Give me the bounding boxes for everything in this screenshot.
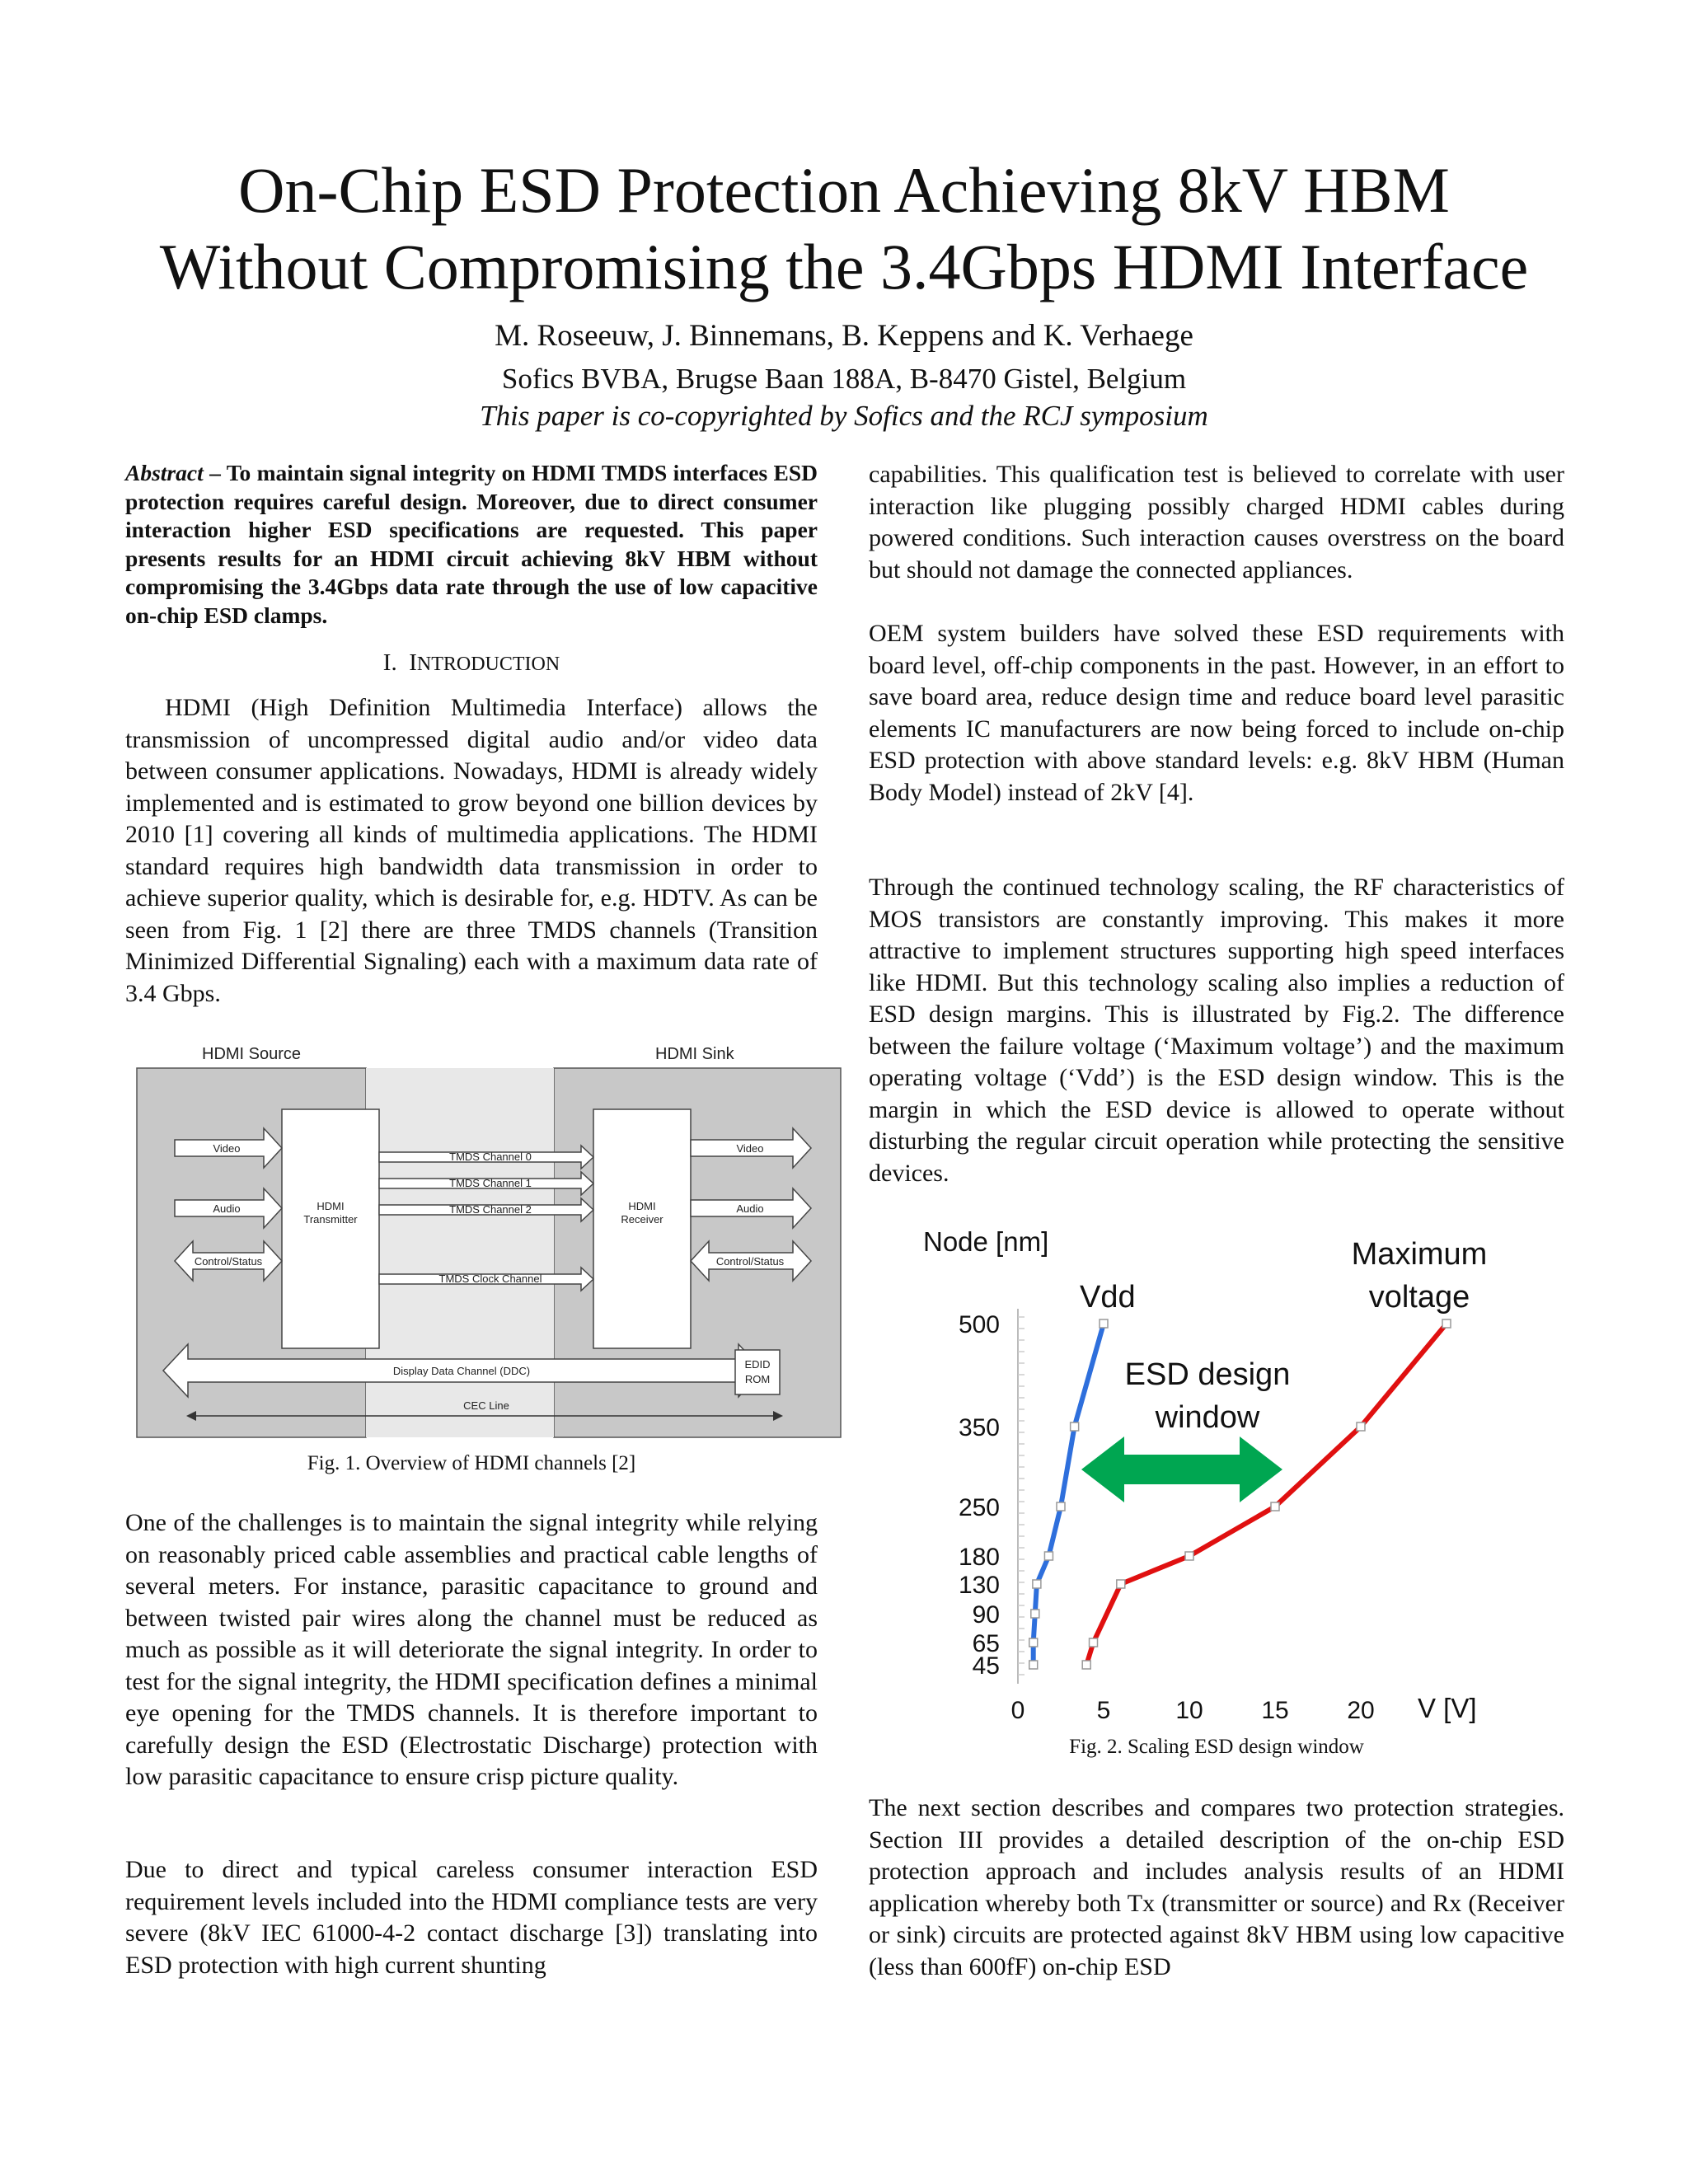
abstract	[125, 459, 818, 630]
abstract-label: Abstract	[125, 460, 204, 485]
right-paragraph-2	[869, 618, 1564, 808]
y-tick-label: 250	[958, 1494, 1000, 1521]
figure-2-chart	[898, 1226, 1525, 1733]
receiver-label-1: HDMI	[628, 1200, 656, 1212]
x-tick-label: 15	[1261, 1697, 1289, 1724]
right-paragraph-4	[869, 1793, 1564, 1983]
data-point	[1031, 1610, 1039, 1618]
max-voltage-label-2: voltage	[1368, 1280, 1470, 1315]
section-initial: I	[409, 649, 417, 676]
video-in-label: Video	[213, 1142, 241, 1155]
right-paragraph-1	[869, 459, 1564, 586]
data-point	[1082, 1661, 1090, 1669]
section-number: I.	[382, 649, 397, 676]
x-tick-label: 20	[1347, 1697, 1375, 1724]
y-tick-label: 45	[972, 1652, 1000, 1680]
y-tick-label: 90	[972, 1601, 1000, 1629]
tmds-channel-2-label: TMDS Channel 2	[449, 1203, 532, 1216]
data-point	[1090, 1638, 1098, 1647]
y-tick-label: 350	[958, 1414, 1000, 1441]
y-axis-title: Node [nm]	[923, 1226, 1049, 1257]
series-line-vdd	[1034, 1324, 1104, 1665]
ddc-label: Display Data Channel (DDC)	[392, 1365, 531, 1377]
video-out-label: Video	[736, 1142, 764, 1155]
transmitter-block	[282, 1109, 379, 1348]
right-text-3: Through the continued technology scaling, the RF characteristics of MOS transistors are constantly improving. This makes it more attractive to implement structures supporting high speed interfaces like HDMI. But this technology scaling also implies a reduction of ESD design margins. This is illustrated by Fig.2. The difference between the failure voltage (‘Maximum voltage’) and the maximum operating voltage (‘Vdd’) is the ESD design window. This is the margin in which the ESD device is allowed to operate without disturbing the regular circuit operation while protecting the sensitive devices.	[869, 874, 1564, 1187]
authors: M. Roseeuw, J. Binnemans, B. Keppens and K. Verhaege	[495, 319, 1193, 353]
data-point	[1357, 1422, 1365, 1431]
y-tick-label: 65	[972, 1630, 1000, 1657]
data-point	[1057, 1502, 1065, 1511]
transmitter-label-2: Transmitter	[303, 1213, 358, 1226]
max-voltage-label-1: Maximum	[1351, 1237, 1488, 1272]
challenge-paragraph	[125, 1507, 818, 1793]
abstract-text: – To maintain signal integrity on HDMI TMDS interfaces ESD protection requires careful design. Moreover, due to direct consumer interaction higher ESD specifications are requested. This paper presents results for an HDMI circuit achieving 8kV HBM without compromising the 3.4Gbps data rate through the use of low capacitive on-chip ESD clamps.	[125, 460, 818, 628]
challenge-text: One of the challenges is to maintain the signal integrity while relying on reasonably priced cable assemblies and practical cable lengths of several meters. For instance, parasitic capacitance to ground and between twisted pair wires along the channel must be reduced as much as possible as it will deteriorate the signal integrity. In order to test for the signal integrity, the HDMI specification defines a minimal eye opening for the TMDS channels. It is therefore important to carefully design the ESD (Electrostatic Discharge) protection with low parasitic capacitance to ensure crisp picture quality.	[125, 1509, 818, 1790]
y-tick-label: 180	[958, 1544, 1000, 1571]
data-point	[1071, 1422, 1079, 1431]
paper-title-line1: On-Chip ESD Protection Achieving 8kV HBM	[238, 154, 1450, 226]
direct-paragraph	[125, 1854, 818, 1981]
right-paragraph-3	[869, 872, 1564, 1189]
right-text-1: capabilities. This qualification test is believed to correlate with user interaction like plugging possibly charged HDMI cables during powered conditions. Such interaction causes overstress on the board but should not damage the connected appliances.	[869, 461, 1564, 583]
sink-label: HDMI Sink	[655, 1045, 734, 1063]
source-label: HDMI Source	[202, 1045, 302, 1063]
data-point	[1442, 1319, 1451, 1328]
control-sink-label: Control/Status	[715, 1255, 785, 1268]
data-point	[1033, 1580, 1041, 1588]
section-title-rest: NTRODUCTION	[416, 654, 560, 675]
data-point	[1271, 1502, 1279, 1511]
figure-2-caption: Fig. 2. Scaling ESD design window	[1069, 1736, 1364, 1758]
figure-1-caption: Fig. 1. Overview of HDMI channels [2]	[307, 1452, 636, 1474]
data-point	[1029, 1661, 1038, 1669]
cec-label: CEC Line	[463, 1399, 509, 1412]
x-axis-title: V [V]	[1418, 1693, 1477, 1723]
transmitter-label-1: HDMI	[316, 1200, 345, 1212]
right-text-4: The next section describes and compares two protection strategies. Section III provides a detailed description of the on-chip ESD protection approach and includes analysis results of an HDMI application whereby both Tx (transmitter or source) and Rx (Receiver or sink) circuits are protected against 8kV HBM using low capacitive (less than 600fF) on-chip ESD	[869, 1794, 1564, 1980]
edid-rom-block	[735, 1350, 780, 1394]
figure-1-hdmi-diagram	[124, 1038, 849, 1459]
tmds-channel-0-label: TMDS Channel 0	[449, 1151, 532, 1163]
audio-out-label: Audio	[736, 1202, 764, 1215]
right-text-2: OEM system builders have solved these ESD requirements with board level, off-chip components in the past. However, in an effort to save board area, reduce design time and reduce board level parasitic elements IC manufacturers are now being forced to include on-chip ESD protection with above standard levels: e.g. 8kV HBM (Human Body Model) instead of 2kV [4].	[869, 620, 1564, 806]
vdd-label: Vdd	[1080, 1280, 1136, 1315]
paper-title-line2: Without Compromising the 3.4Gbps HDMI Interface	[159, 231, 1529, 302]
receiver-label-2: Receiver	[621, 1213, 663, 1226]
tmds-channel-1-label: TMDS Channel 1	[449, 1177, 532, 1189]
intro-paragraph	[125, 692, 818, 1010]
y-tick-label: 130	[958, 1572, 1000, 1599]
y-tick-label: 500	[958, 1311, 1000, 1338]
section-heading-introduction	[125, 649, 818, 677]
data-point	[1044, 1552, 1053, 1560]
tmds-clock-label: TMDS Clock Channel	[438, 1272, 542, 1285]
edid-label-1: EDID	[744, 1358, 771, 1371]
x-tick-label: 10	[1175, 1697, 1203, 1724]
data-point	[1117, 1580, 1125, 1588]
data-point	[1100, 1319, 1108, 1328]
audio-in-label: Audio	[213, 1202, 241, 1215]
affiliation: Sofics BVBA, Brugse Baan 188A, B-8470 Gistel, Belgium	[501, 363, 1187, 395]
receiver-block	[593, 1109, 691, 1348]
x-tick-label: 0	[1010, 1697, 1025, 1724]
window-label-1: ESD design	[1124, 1357, 1291, 1392]
edid-label-2: ROM	[744, 1373, 771, 1385]
x-tick-label: 5	[1096, 1697, 1111, 1724]
data-point	[1029, 1638, 1038, 1647]
direct-text: Due to direct and typical careless consumer interaction ESD requirement levels included into the HDMI compliance tests are very severe (8kV IEC 61000-4-2 contact discharge [3]) translating into ESD protection with high current shunting	[125, 1856, 818, 1979]
control-src-label: Control/Status	[194, 1255, 263, 1268]
esd-window-arrow	[1081, 1436, 1282, 1502]
copyright-note: This paper is co-copyrighted by Sofics and the RCJ symposium	[480, 400, 1208, 432]
intro-text: HDMI (High Definition Multimedia Interface) allows the transmission of uncompressed digital audio and/or video data between consumer applications. Nowadays, HDMI is already widely implemented and is estimated to grow beyond one billion devices by 2010 [1] covering all kinds of multimedia applications. The HDMI standard requires high bandwidth data transmission in order to achieve superior quality, which is desirable for, e.g. HDTV. As can be seen from Fig. 1 [2] there are three TMDS channels (Transition Minimized Differential Signaling) each with a maximum data rate of 3.4 Gbps.	[125, 694, 818, 1007]
window-label-2: window	[1155, 1400, 1260, 1435]
data-point	[1185, 1552, 1193, 1560]
